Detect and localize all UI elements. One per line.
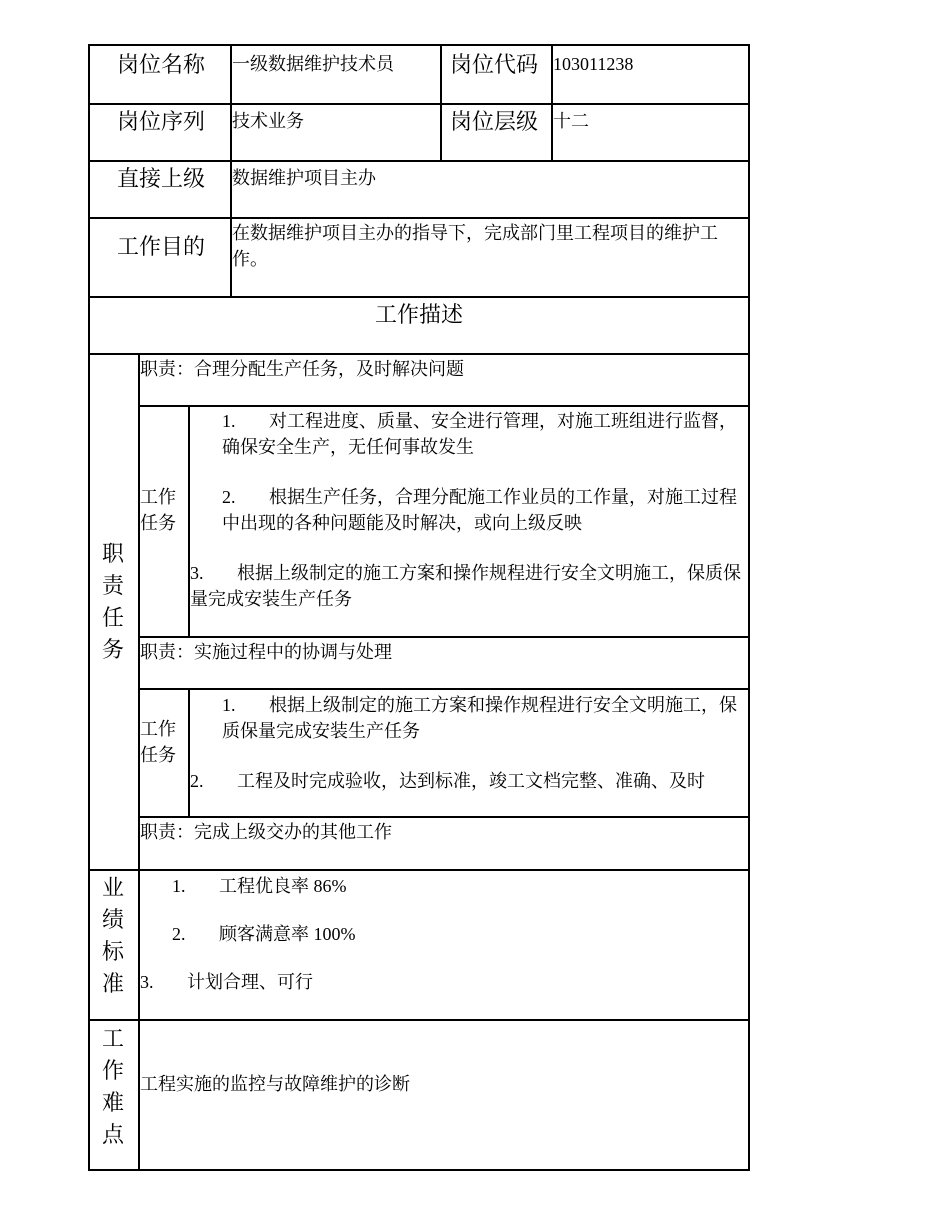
supervisor-label: 直接上级 (117, 166, 206, 191)
position-level-label: 岗位层级 (450, 109, 539, 134)
difficulty-value: 工程实施的监控与故障维护的诊断 (140, 1074, 410, 1094)
position-name-value: 一级数据维护技术员 (232, 54, 394, 74)
difficulty-label: 工 作 难 点 (101, 1026, 124, 1147)
purpose-value: 在数据维护项目主办的指导下，完成部门里工程项目的维护工作。 (232, 223, 718, 269)
performance-item: 2. 顾客满意率 100% (172, 924, 356, 944)
position-name-label: 岗位名称 (117, 52, 206, 77)
task-item: 3. 根据上级制定的施工方案和操作规程进行安全文明施工，保质保量完成安装生产任务 (190, 563, 741, 609)
task-label: 工作 任务 (140, 719, 176, 765)
duties-label: 职 责 任 务 (101, 541, 124, 662)
purpose-label: 工作目的 (117, 234, 206, 259)
position-series-label: 岗位序列 (117, 109, 206, 134)
position-code-value: 103011238 (553, 54, 634, 74)
duty-title: 职责：完成上级交办的其他工作 (140, 822, 392, 842)
position-level-value: 十二 (553, 111, 589, 131)
task-item: 1. 根据上级制定的施工方案和操作规程进行安全文明施工，保质保量完成安装生产任务 (222, 695, 737, 741)
performance-item: 3. 计划合理、可行 (140, 972, 313, 992)
task-item: 2. 根据生产任务，合理分配施工作业员的工作量，对施工过程中出现的各种问题能及时解决，或向上级反映 (222, 487, 737, 533)
supervisor-value: 数据维护项目主办 (232, 168, 376, 188)
position-code-label: 岗位代码 (450, 52, 539, 77)
duty-title: 职责：实施过程中的协调与处理 (140, 642, 392, 662)
performance-item: 1. 工程优良率 86% (172, 876, 347, 896)
task-item: 1. 对工程进度、质量、安全进行管理，对施工班组进行监督，确保安全生产，无任何事故发生 (222, 411, 737, 457)
duty-title: 职责：合理分配生产任务，及时解决问题 (140, 359, 464, 379)
position-series-value: 技术业务 (232, 111, 304, 131)
task-item: 2. 工程及时完成验收，达到标准，竣工文档完整、准确、及时 (190, 771, 705, 791)
task-label: 工作 任务 (140, 487, 176, 533)
performance-label: 业 绩 标 准 (101, 875, 124, 996)
job-description-title: 工作描述 (374, 302, 463, 327)
